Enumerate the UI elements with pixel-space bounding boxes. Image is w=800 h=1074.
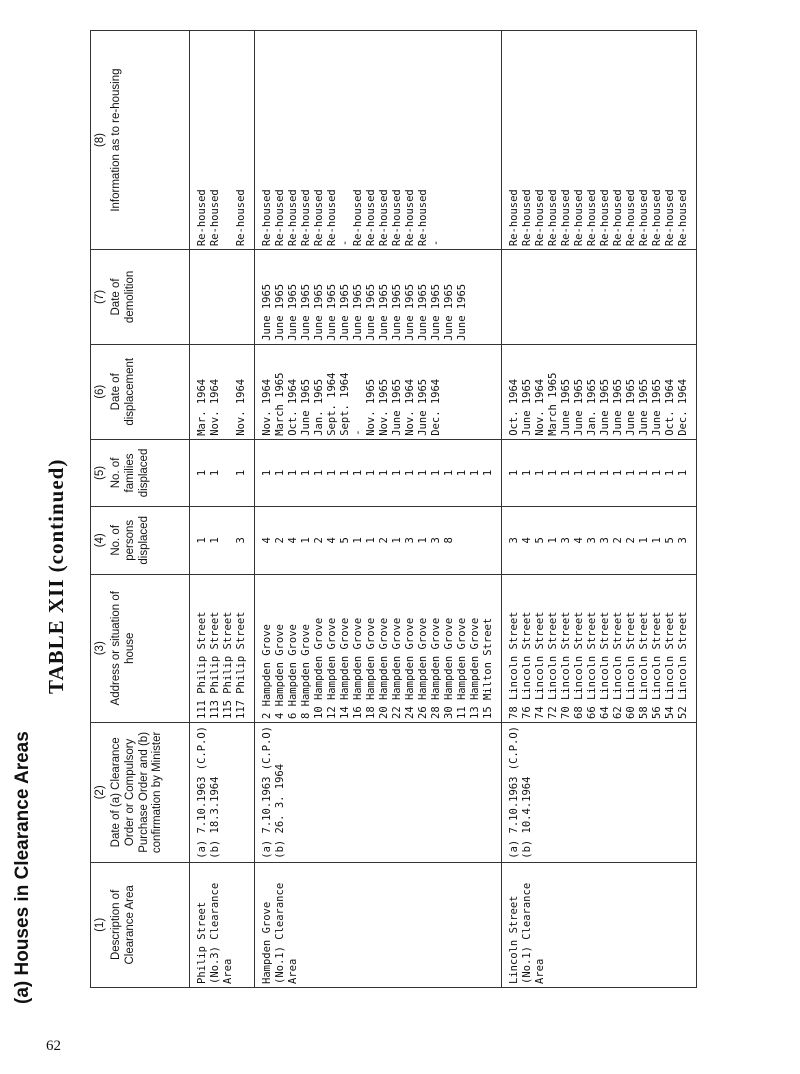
header-address: (3) Address or situation of house	[91, 574, 190, 722]
section-title: (a) Houses in Clearance Areas	[12, 731, 33, 1004]
group-description: Lincoln Street (No.1) Clearance Area	[502, 862, 697, 987]
group-persons: 3 4 5 1 3 4 3 3 2 2 1 1 5 3	[502, 507, 697, 574]
group-addresses: 111 Philip Street 113 Philip Street 115 Philip Street 117 Philip Street	[190, 574, 255, 722]
group-rehousing: Re-housed Re-housed Re-housed Re-housed Re-housed Re-housed - Re-housed Re-housed Re-housed Re-housed Re-housed Re-housed -	[255, 31, 502, 250]
group-addresses: 78 Lincoln Street 76 Lincoln Street 74 Lincoln Street 72 Lincoln Street 70 Lincoln Street 68 Lincoln Street 66 Lincoln Street 64 Lincoln Street 62 Lincoln Street 60 Lincoln Street 58 Lincoln Street 56 Lincoln Street 54 Lincoln Street 52 Lincoln Street	[502, 574, 697, 722]
group-lincoln-street	[502, 31, 697, 988]
group-demolition: June 1965 June 1965 June 1965 June 1965 June 1965 June 1965 June 1965 June 1965 June 1965 June 1965 June 1965 June 1965 June 1965 June 1965 June 1965 June 1965	[255, 250, 502, 345]
header-description: (1) Description of Clearance Area	[91, 862, 190, 987]
clearance-table	[90, 30, 697, 988]
group-hampden-grove	[255, 31, 502, 988]
group-rehousing: Re-housed Re-housed Re-housed Re-housed Re-housed Re-housed Re-housed Re-housed Re-housed Re-housed Re-housed Re-housed Re-housed Re-housed	[502, 31, 697, 250]
group-dates: (a) 7.10.1963 (C.P.O) (b) 18.3.1964	[190, 722, 255, 862]
group-description: Hampden Grove (No.1) Clearance Area	[255, 862, 502, 987]
header-demolition: (7) Date of demolition	[91, 250, 190, 345]
group-dates: (a) 7.10.1963 (C.P.O) (b) 10.4.1964	[502, 722, 697, 862]
group-description: Philip Street (No.3) Clearance Area	[190, 862, 255, 987]
group-displacement: Nov. 1964 March 1965 Oct. 1964 June 1965 Jan. 1965 Sept. 1964 Sept. 1964 - Nov. 1965 Nov. 1965 June 1965 Nov. 1964 June 1965 Dec. 1964	[255, 344, 502, 439]
header-persons: (4) No. of persons displaced	[91, 507, 190, 574]
header-displacement: (6) Date of displacement	[91, 344, 190, 439]
group-demolition	[502, 250, 697, 345]
header-order-dates: (2) Date of (a) Clearance Order or Compulsory Purchase Order and (b) confirmation by Minister	[91, 722, 190, 862]
group-rehousing: Re-housed Re-housed Re-housed	[190, 31, 255, 250]
group-persons: 4 2 4 1 2 4 5 1 1 2 1 3 1 3 8	[255, 507, 502, 574]
group-displacement: Mar. 1964 Nov. 1964 Nov. 1964	[190, 344, 255, 439]
group-families: 1 1 1 1 1 1 1 1 1 1 1 1 1 1 1 1 1 1	[255, 439, 502, 506]
group-families: 1 1 1	[190, 439, 255, 506]
group-addresses: 2 Hampden Grove 4 Hampden Grove 6 Hampden Grove 8 Hampden Grove 10 Hampden Grove 12 Hampden Grove 14 Hampden Grove 16 Hampden Grove 18 Hampden Grove 20 Hampden Grove 22 Hampden Grove 24 Hampden Grove 26 Hampden Grove 28 Hampden Grove 30 Hampden Grove 11 Hampden Grove 13 Hampden Grove 15 Milton Street	[255, 574, 502, 722]
page-number: 62	[46, 1038, 61, 1054]
group-philip-street	[190, 31, 255, 988]
group-displacement: Oct. 1964 June 1965 Nov. 1964 March 1965 June 1965 June 1965 Jan. 1965 June 1965 June 1965 June 1965 June 1965 June 1965 Oct. 1964 Dec. 1964	[502, 344, 697, 439]
group-families: 1 1 1 1 1 1 1 1 1 1 1 1 1 1	[502, 439, 697, 506]
header-row	[91, 31, 190, 988]
group-persons: 1 1 3	[190, 507, 255, 574]
header-rehousing: (8) Information as to re-housing	[91, 31, 190, 250]
group-dates: (a) 7.10.1963 (C.P.O) (b) 26. 3. 1964	[255, 722, 502, 862]
table-title: TABLE XII (continued)	[44, 458, 68, 694]
group-demolition	[190, 250, 255, 345]
header-families: (5) No. of families displaced	[91, 439, 190, 506]
